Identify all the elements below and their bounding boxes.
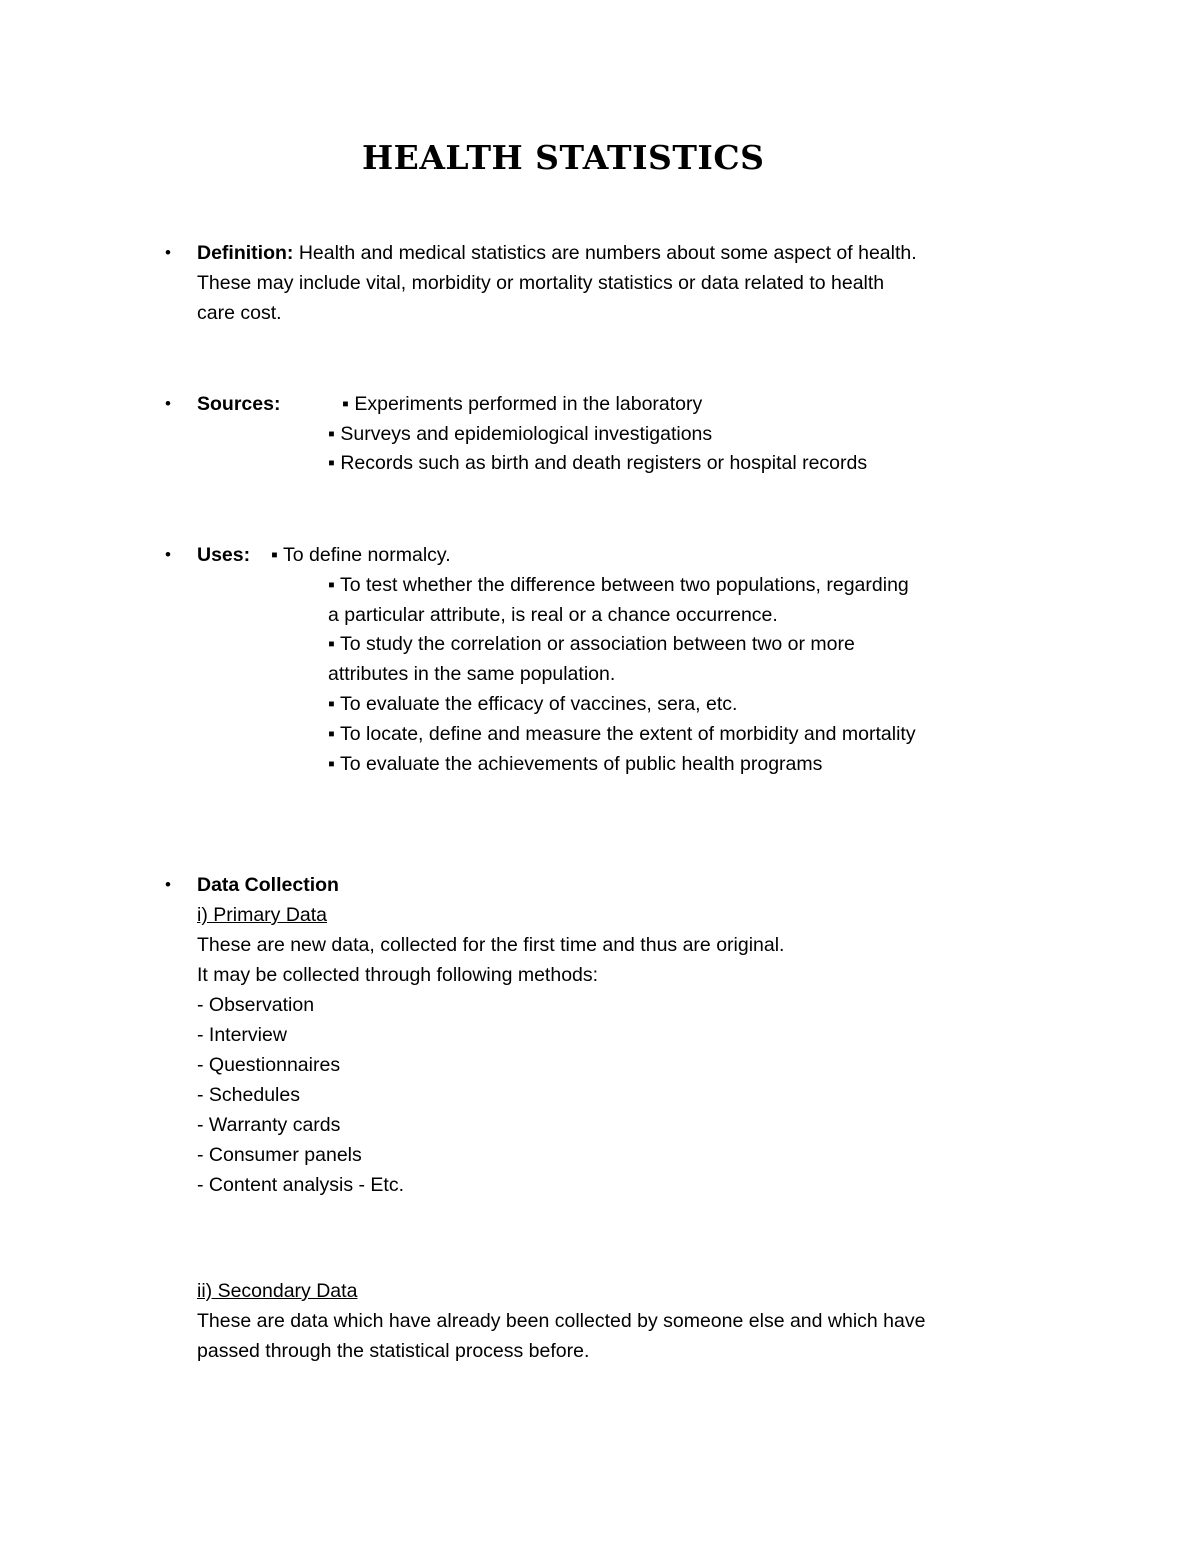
uses-line-1 — [271, 540, 451, 570]
secondary-data-line-1: These are data which have already been collected by someone else and which have — [197, 1310, 926, 1332]
definition-line-1 — [197, 238, 917, 268]
data-collection-label: Data Collection — [197, 874, 339, 896]
bullet-icon: • — [165, 394, 171, 413]
definition-text-3: care cost. — [197, 302, 282, 324]
bullet-icon: • — [165, 875, 171, 894]
uses-line-2-text: To test whether the difference between two populations, regarding — [340, 574, 909, 596]
bullet-icon: • — [165, 243, 171, 262]
uses-line-5: attributes in the same population. — [328, 663, 616, 685]
sources-item-2-text: Surveys and epidemiological investigations — [340, 423, 713, 445]
square-bullet-icon: ▪ — [328, 574, 335, 596]
definition-text-2: These may include vital, morbidity or mortality statistics or data related to health — [197, 272, 885, 294]
sources-item-1-text: Experiments performed in the laboratory — [354, 393, 703, 415]
sources-item-3-text: Records such as birth and death registers or hospital records — [340, 452, 868, 474]
method-item: - Content analysis - Etc. — [197, 1174, 404, 1196]
sources-item-3 — [328, 448, 867, 478]
page-title: HEALTH STATISTICS — [362, 138, 765, 177]
uses-line-2 — [328, 570, 909, 600]
square-bullet-icon: ▪ — [342, 393, 349, 415]
square-bullet-icon: ▪ — [328, 633, 335, 655]
uses-line-8-text: To evaluate the achievements of public health programs — [340, 753, 823, 775]
uses-line-1-text: To define normalcy. — [283, 544, 451, 566]
definition-text-1: Health and medical statistics are numbers about some aspect of health. — [298, 242, 917, 264]
square-bullet-icon: ▪ — [328, 693, 335, 715]
method-item: - Interview — [197, 1024, 287, 1046]
primary-data-line-1: These are new data, collected for the first time and thus are original. — [197, 934, 785, 956]
method-item: - Consumer panels — [197, 1144, 362, 1166]
sources-label: Sources: — [197, 393, 281, 415]
uses-line-8 — [328, 749, 822, 779]
secondary-data-line-2: passed through the statistical process before. — [197, 1340, 590, 1362]
sources-item-1 — [342, 389, 702, 419]
method-item: - Observation — [197, 994, 315, 1016]
uses-line-7 — [328, 719, 916, 749]
definition-label: Definition: — [197, 242, 294, 264]
bullet-icon: • — [165, 545, 171, 564]
uses-line-7-text: To locate, define and measure the extent of morbidity and mortality — [340, 723, 916, 745]
secondary-data-heading: ii) Secondary Data — [197, 1280, 358, 1302]
sources-item-2 — [328, 419, 712, 449]
uses-label: Uses: — [197, 544, 251, 566]
method-item: - Questionnaires — [197, 1054, 341, 1076]
method-item: - Schedules — [197, 1084, 300, 1106]
uses-line-6 — [328, 689, 737, 719]
primary-data-heading: i) Primary Data — [197, 904, 328, 926]
square-bullet-icon: ▪ — [328, 723, 335, 745]
uses-line-3: a particular attribute, is real or a chance occurrence. — [328, 604, 778, 626]
square-bullet-icon: ▪ — [328, 753, 335, 775]
square-bullet-icon: ▪ — [271, 544, 278, 566]
uses-line-4-text: To study the correlation or association between two or more — [340, 633, 855, 655]
square-bullet-icon: ▪ — [328, 452, 335, 474]
primary-data-line-2: It may be collected through following methods: — [197, 964, 599, 986]
method-item: - Warranty cards — [197, 1114, 341, 1136]
square-bullet-icon: ▪ — [328, 423, 335, 445]
uses-line-4 — [328, 629, 855, 659]
uses-line-6-text: To evaluate the efficacy of vaccines, sera, etc. — [340, 693, 738, 715]
